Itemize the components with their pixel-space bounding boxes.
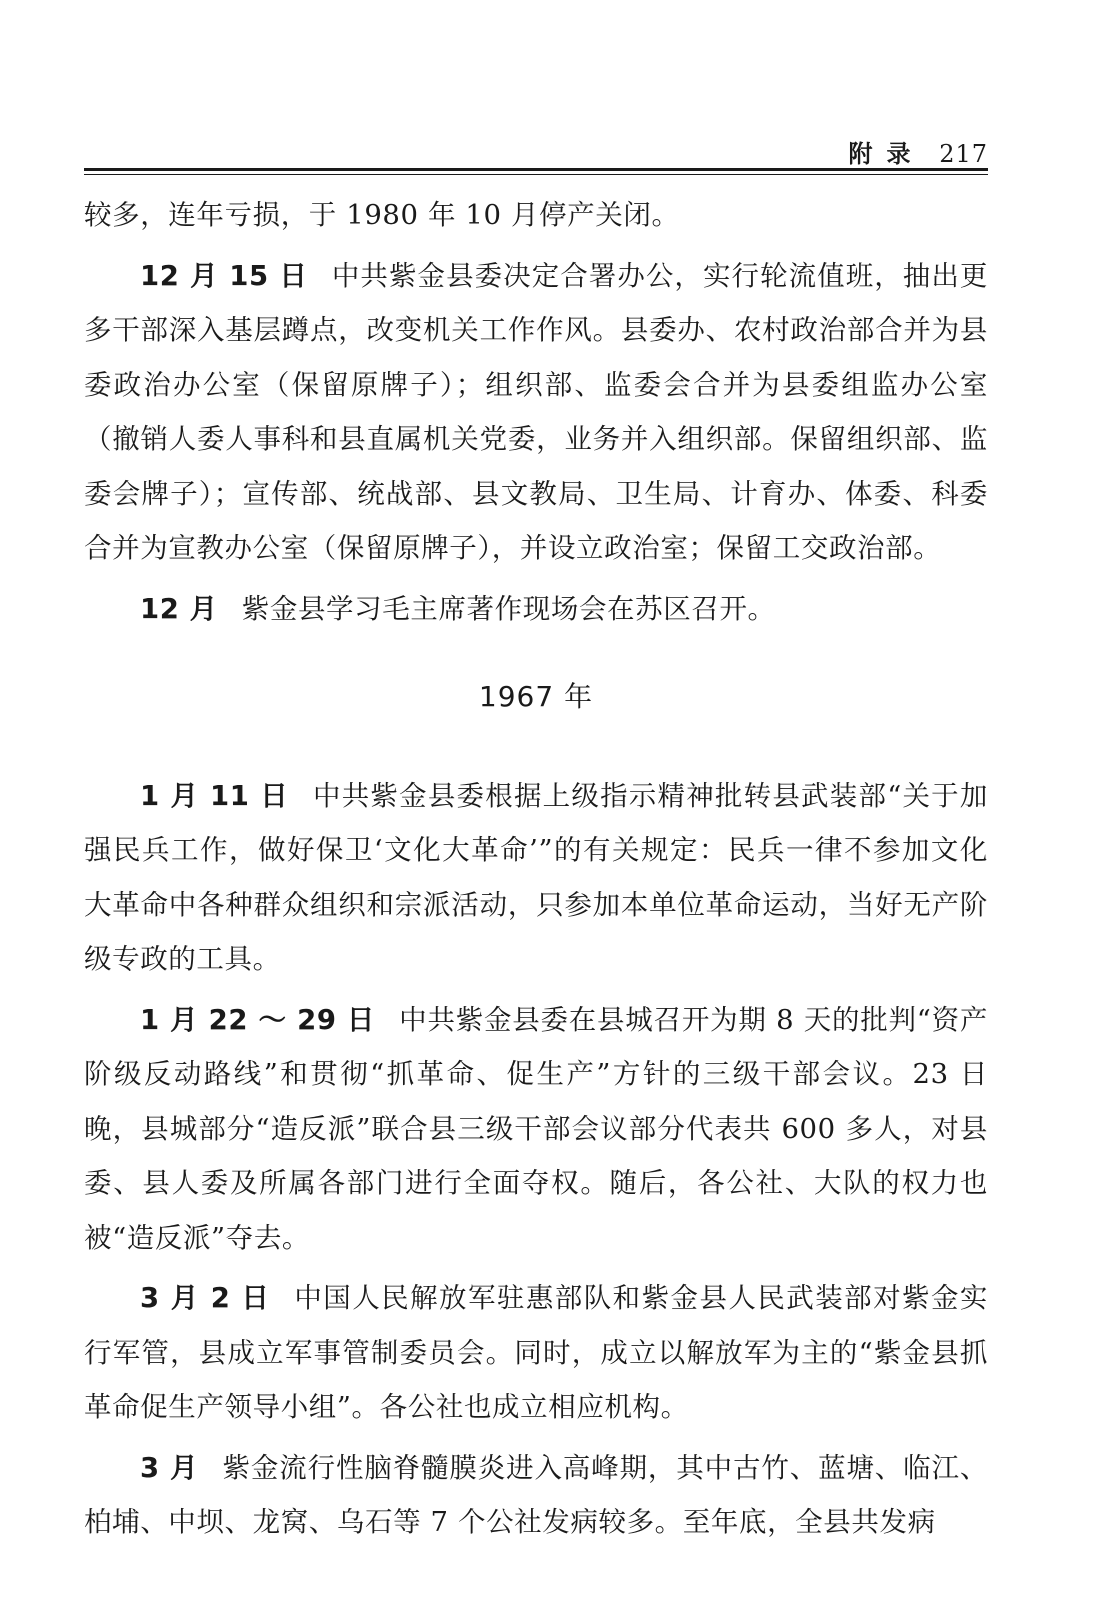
- entry-jan22: [84, 993, 988, 1266]
- paragraph-text: 较多，连年亏损，于 1980 年 10 月停产关闭。: [84, 199, 680, 231]
- entry-date: 1 月 22 ～ 29 日: [140, 1003, 376, 1036]
- entry-date: 12 月: [140, 592, 218, 625]
- body-text: [84, 188, 988, 1556]
- entry-text: 紫金流行性脑脊髓膜炎进入高峰期，其中古竹、蓝塘、临江、柏埔、中坝、龙窝、乌石等 7 个公社发病较多。至年底，全县共发病: [84, 1451, 988, 1538]
- page-header: [84, 128, 988, 168]
- entry-text: 紫金县学习毛主席著作现场会在苏区召开。: [241, 592, 776, 625]
- running-head: [849, 134, 988, 169]
- entry-mar2: [84, 1271, 988, 1435]
- entry-date: 1 月 11 日: [140, 779, 289, 812]
- entry-date: 3 月: [140, 1451, 199, 1484]
- page-number: 217: [939, 140, 988, 168]
- entry-date: 3 月 2 日: [140, 1282, 271, 1314]
- paragraph-continuation: [84, 188, 988, 243]
- year-heading: 1967 年: [478, 680, 594, 713]
- header-rule-thick: [84, 168, 988, 171]
- entry-date: 12 月 15 日: [140, 259, 308, 292]
- entry-mar: [84, 1441, 988, 1550]
- entry-jan11: [84, 769, 988, 987]
- section-title: 附录: [848, 139, 925, 168]
- entry-text: 中国人民解放军驻惠部队和紫金县人民武装部对紫金实行军管，县成立军事管制委员会。同时，成立以解放军为主的“紫金县抓革命促生产领导小组”。各公社也成立相应机构。: [84, 1282, 988, 1423]
- entry-dec15: [84, 249, 988, 576]
- entry-text: 中共紫金县委决定合署办公，实行轮流值班，抽出更多干部深入基层蹲点，改变机关工作作风。县委办、农村政治部合并为县委政治办公室（保留原牌子）；组织部、监委会合并为县委组监办公室（撤销人委人事科和县直属机关党委，业务并入组织部。保留组织部、监委会牌子）；宣传部、统战部、县文教局、卫生局、计育办、体委、科委合并为宣教办公室（保留原牌子），并设立政治室；保留工交政治部。: [84, 259, 988, 564]
- entry-text: 中共紫金县委根据上级指示精神批转县武装部“关于加强民兵工作，做好保卫‘文化大革命’”的有关规定：民兵一律不参加文化大革命中各种群众组织和宗派活动，只参加本单位革命运动，当好无产阶级专政的工具。: [84, 779, 988, 975]
- entry-dec: [84, 582, 988, 637]
- entry-text: 中共紫金县委在县城召开为期 8 天的批判“资产阶级反动路线”和贯彻“抓革命、促生产”方针的三级干部会议。23 日晚，县城部分“造反派”联合县三级干部会议部分代表共 600 多人，对县委、县人委及所属各部门进行全面夺权。随后，各公社、大队的权力也被“造反派”夺去。: [84, 1003, 988, 1254]
- header-rule-thin: [84, 174, 988, 175]
